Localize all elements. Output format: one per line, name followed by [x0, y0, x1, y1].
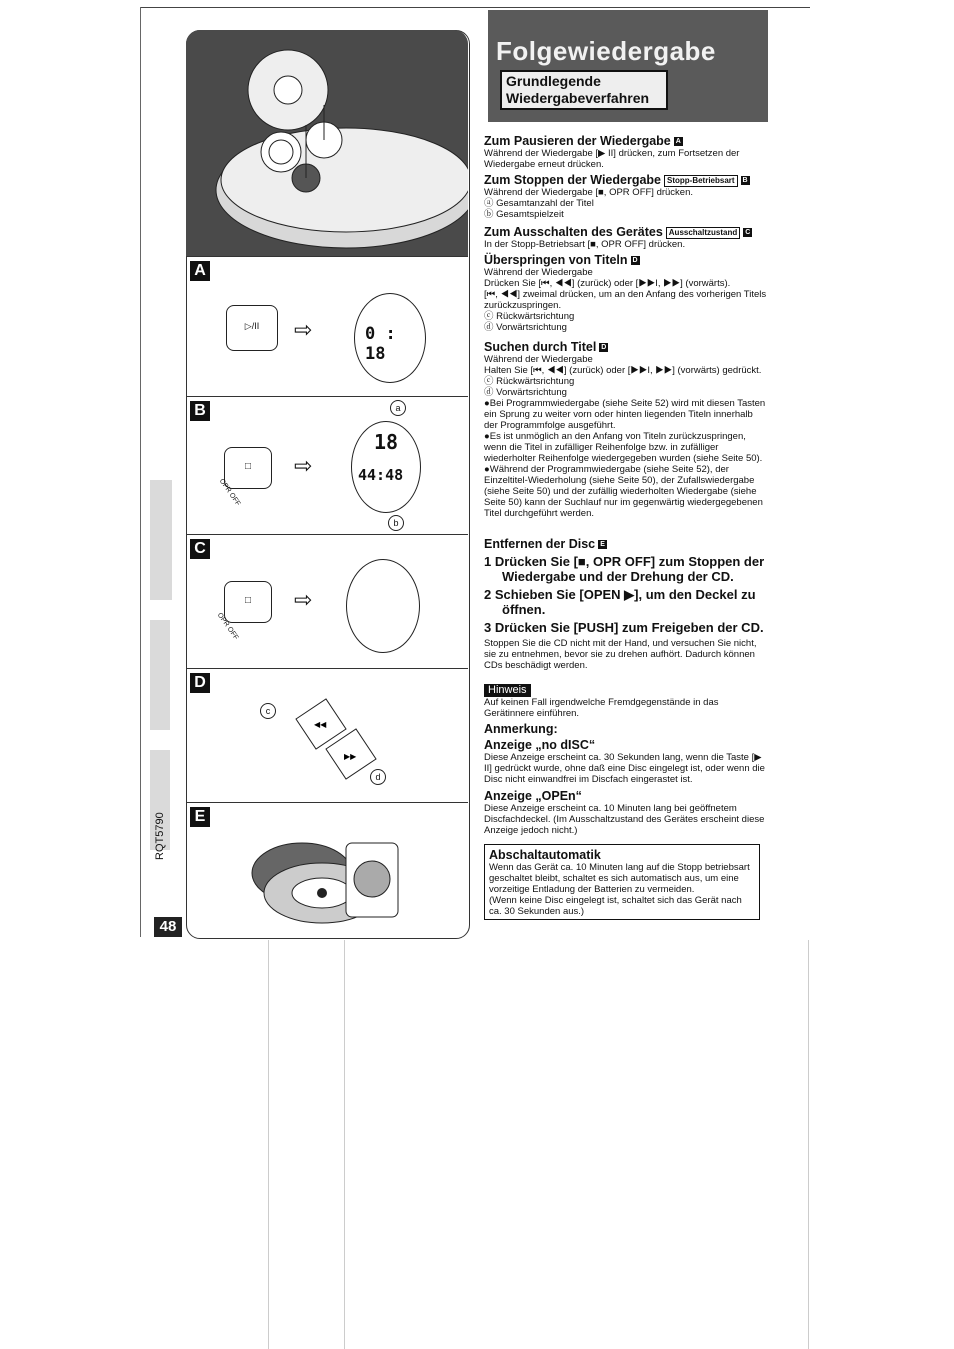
svg-text:▶▶: ▶▶ — [344, 752, 357, 761]
panel-label-d: D — [190, 673, 210, 693]
search-line2: Halten Sie [⏮, ◀◀] (zurück) oder [▶▶I, ▶▶] (vorwärts) gedrückt. — [484, 365, 762, 376]
remove-step-2: 2 Schieben Sie [OPEN ▶], um den Deckel zu öffnen. — [484, 587, 756, 617]
pause-title: Zum Pausieren der Wiedergabe — [484, 134, 671, 148]
search-bullet-3: ●Während der Programmwiedergabe (siehe Seite 52), der Einzeltitel-Wiederholung (siehe Seite 50), der Zufallswiedergabe (siehe Seite 50) und der zufällig wiederholten Wiedergabe (siehe Seite 50) kann der Suchlauf nur im gegenwärtig wiedergegebenen Titel durchgeführt werden. — [484, 464, 763, 519]
search-item-d: ⓓ Vorwärtsrichtung — [484, 387, 567, 398]
panel-label-c: C — [190, 539, 210, 559]
power-off-tag: Ausschaltzustand — [666, 227, 740, 239]
skip-badge: D — [632, 257, 638, 265]
anzeige-open-text: Diese Anzeige erscheint ca. 10 Minuten lang bei geöffnetem Discfachdeckel. (Im Ausschaltzustand des Gerätes erscheint diese Anzeige jedoch nicht.) — [484, 803, 765, 836]
panel-e — [186, 802, 468, 937]
remove-title: Entfernen der Disc — [484, 537, 596, 551]
section-remove — [484, 537, 767, 671]
display-lcd-blank — [346, 559, 420, 653]
display-lcd — [351, 421, 421, 513]
stop-title: Zum Stoppen der Wiedergabe — [484, 173, 661, 187]
auto-off-title: Abschaltautomatik — [489, 848, 601, 862]
section-search — [484, 340, 767, 519]
svg-text:◀◀: ◀◀ — [314, 720, 327, 729]
auto-off-box — [484, 844, 760, 920]
search-title: Suchen durch Titel — [484, 340, 597, 354]
hint-text: Auf keinen Fall irgendwelche Fremdgegenstände in das Gerätinnere einführen. — [484, 697, 719, 719]
stop-button[interactable]: □ — [224, 581, 272, 623]
remove-text: Stoppen Sie die CD nicht mit der Hand, und versuchen Sie nicht, sie zu entnehmen, bevor sie zu drehen aufhört. Dadurch können CDs beschädigt werden. — [484, 638, 757, 671]
note-title: Anmerkung: — [484, 722, 558, 736]
player-illustration — [186, 30, 468, 256]
scan-noise — [150, 620, 170, 730]
remove-step-3: 3 Drücken Sie [PUSH] zum Freigeben der CD. — [484, 620, 764, 635]
open-lid-drawing — [242, 813, 462, 933]
page-number: 48 — [154, 917, 182, 937]
panel-a — [186, 256, 468, 397]
section-hint — [484, 684, 767, 719]
section-power-off — [484, 225, 767, 250]
auto-off-text: Wenn das Gerät ca. 10 Minuten lang auf die Stopp betriebsart geschaltet bleibt, schaltet es sich automatisch aus, um eine vorzeitige Entladung der Batterien zu vermeiden. — [489, 862, 750, 895]
panel-label-b: B — [190, 401, 210, 421]
display-lcd — [354, 293, 426, 383]
opr-off-label: OPR OFF — [215, 611, 240, 642]
arrow-right-icon: ⇨ — [294, 587, 313, 612]
play-pause-button[interactable]: ▷/II — [226, 305, 278, 351]
search-item-c: ⓒ Rückwärtsrichtung — [484, 376, 575, 387]
callout-a: a — [390, 400, 406, 416]
subtitle-box — [500, 70, 668, 110]
pause-text: Während der Wiedergabe [▶ II] drücken, zum Fortsetzen der Wiedergabe erneut drücken. — [484, 148, 740, 170]
top-rule — [140, 7, 810, 8]
remove-badge: E — [598, 540, 607, 549]
scan-line — [344, 940, 345, 1349]
section-note — [484, 722, 767, 836]
subtitle-line2: Wiedergabeverfahren — [506, 90, 650, 106]
hint-label: Hinweis — [484, 684, 531, 697]
opr-off-label: OPR OFF — [217, 477, 242, 508]
stop-button[interactable]: □ — [224, 447, 272, 489]
cd-player-drawing — [186, 30, 468, 256]
search-badge: D — [601, 344, 607, 352]
stop-mode-tag: Stopp-Betriebsart — [664, 175, 738, 187]
skip-title: Überspringen von Titeln — [484, 253, 628, 267]
anzeige-open-title: Anzeige „OPEn“ — [484, 789, 582, 803]
display-track-count: 18 — [374, 430, 399, 454]
search-bullet-2: ●Es ist unmöglich an den Anfang von Titeln zurückzuspringen, wenn die Titel in zufälliger Reihenfolge bzw. in zufälliger wiederholter Reihenfolge wiedergegeben wurden (siehe Seite 50). — [484, 431, 763, 464]
callout-b: b — [388, 515, 404, 531]
power-off-badge: C — [745, 229, 751, 237]
skip-line1: Während der Wiedergabe — [484, 267, 593, 278]
search-bullet-1: ●Bei Programmwiedergabe (siehe Seite 52) wird mit diesen Tasten ein Sprung zu weiter vorn oder hinten liegenden Titeln innerhalb der Programmfolge ausgeführt. — [484, 398, 766, 431]
arrow-right-icon: ⇨ — [294, 453, 313, 478]
skip-line3: [⏮, ◀◀] zweimal drücken, um an den Anfang des vorherigen Titels zurückzuspringen. — [484, 289, 767, 311]
power-off-text: In der Stopp-Betriebsart [■, OPR OFF] drücken. — [484, 239, 686, 250]
panel-label-a: A — [190, 261, 210, 281]
skip-line2: Drücken Sie [⏮, ◀◀] (zurück) oder [▶▶I, ▶▶] (vorwärts). — [484, 278, 731, 289]
scan-line — [268, 940, 269, 1349]
auto-off-text-2: (Wenn keine Disc eingelegt ist, schaltet sich das Gerät nach ca. 30 Sekunden aus.) — [489, 895, 742, 917]
stop-item-a: ⓐ Gesamtanzahl der Titel — [484, 198, 594, 209]
skip-item-c: ⓒ Rückwärtsrichtung — [484, 311, 575, 322]
section-pause — [484, 134, 767, 170]
display-time: 0 : 18 — [365, 324, 396, 364]
panel-d — [186, 668, 468, 803]
page-title: Folgewiedergabe — [496, 36, 716, 66]
arrow-right-icon: ⇨ — [294, 317, 313, 342]
search-line1: Während der Wiedergabe — [484, 354, 593, 365]
stop-text: Während der Wiedergabe [■, OPR OFF] drücken. — [484, 187, 694, 198]
document-code: RQT5790 — [154, 812, 166, 860]
panel-c — [186, 534, 468, 669]
left-rule — [140, 7, 141, 937]
power-off-title: Zum Ausschalten des Gerätes — [484, 225, 663, 239]
subtitle-line1: Grundlegende — [506, 73, 601, 89]
section-skip — [484, 253, 767, 333]
panel-b — [186, 396, 468, 535]
stop-item-b: ⓑ Gesamtspielzeit — [484, 209, 564, 220]
callout-c: c — [260, 703, 276, 719]
anzeige-no-disc-title: Anzeige „no dISC“ — [484, 738, 596, 752]
anzeige-no-disc-text: Diese Anzeige erscheint ca. 30 Sekunden lang, wenn die Taste [▶ II] gedrückt wurde, ohne daß eine Disc eingelegt ist, oder wenn die Disc nicht einwandfrei im Discfach eingerastet ist. — [484, 752, 765, 785]
remove-step-1: 1 Drücken Sie [■, OPR OFF] zum Stoppen der Wiedergabe und der Drehung der CD. — [484, 554, 765, 584]
section-stop — [484, 173, 767, 220]
scan-noise — [150, 480, 172, 600]
display-total-time: 44:48 — [358, 466, 404, 484]
pause-badge: A — [675, 138, 681, 146]
callout-d: d — [370, 769, 386, 785]
panel-label-e: E — [190, 807, 210, 827]
stop-badge: B — [742, 177, 748, 185]
skip-item-d: ⓓ Vorwärtsrichtung — [484, 322, 567, 333]
scan-line — [808, 940, 809, 1349]
